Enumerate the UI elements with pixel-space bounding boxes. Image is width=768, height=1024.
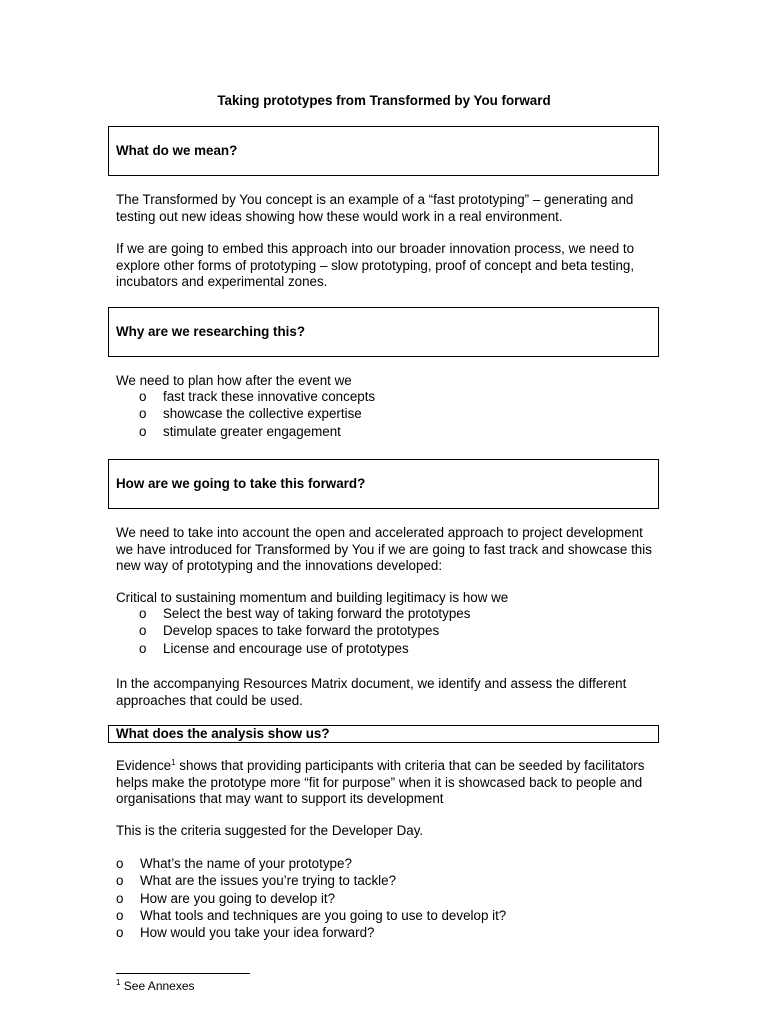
list-item-text: Select the best way of taking forward the prototypes: [163, 606, 471, 621]
paragraph: The Transformed by You concept is an example of a “fast prototyping” – generating and testing out new ideas showing how these would work in a real environment.: [116, 192, 634, 224]
bullet-marker: o: [139, 623, 147, 639]
paragraph: We need to plan how after the event we: [116, 373, 352, 388]
paragraph: In the accompanying Resources Matrix document, we identify and assess the different approaches that could be used.: [116, 676, 627, 708]
section-heading-how-forward: [108, 459, 659, 509]
footnote-text: See Annexes: [120, 979, 195, 993]
bullet-marker: o: [139, 606, 147, 621]
evidence-word: Evidence: [116, 758, 172, 773]
list-item-text: Develop spaces to take forward the prototypes: [163, 623, 440, 639]
list-item-text: What’s the name of your prototype?: [140, 856, 352, 871]
paragraph: We need to take into account the open and accelerated approach to project development we have introduced for Transformed by You if we are going to fast track and showcase this new way of prototyping and the innovations developed:: [116, 525, 652, 574]
bullet-marker: o: [116, 890, 124, 906]
section-heading-what-we-mean: [108, 126, 659, 176]
paragraph: If we are going to embed this approach into our broader innovation process, we need to explore other forms of prototyping – slow prototyping, proof of concept and beta testing, incubators and experimental zones.: [116, 241, 635, 290]
bullet-marker: o: [116, 925, 124, 941]
footnote-number: 1: [116, 978, 121, 987]
list-item-text: What are the issues you’re trying to tackle?: [140, 873, 397, 889]
bullet-marker: o: [139, 406, 147, 422]
page-title: Taking prototypes from Transformed by You forward: [217, 93, 551, 108]
list-item-text: showcase the collective expertise: [163, 406, 362, 422]
bullet-marker: o: [116, 873, 124, 889]
paragraph: This is the criteria suggested for the Developer Day.: [116, 823, 424, 838]
section-heading-analysis: [108, 725, 659, 743]
footnote-separator: [116, 973, 250, 974]
evidence-paragraph: [116, 758, 656, 808]
section-heading-why-researching: [108, 307, 659, 357]
list-item-text: What tools and techniques are you going to use to develop it?: [140, 907, 507, 923]
footnote-reference: 1: [171, 758, 176, 767]
list-item-text: How are you going to develop it?: [140, 890, 336, 906]
bullet-marker: o: [139, 423, 147, 439]
bullet-marker: o: [116, 856, 124, 871]
list-item-text: fast track these innovative concepts: [163, 389, 376, 404]
section-heading-text: Why are we researching this?: [116, 323, 306, 339]
bullet-marker: o: [116, 907, 124, 923]
bullet-marker: o: [139, 389, 147, 404]
evidence-text: shows that providing participants with criteria that can be seeded by facilitators helps make the prototype more “fit for purpose” when it is showcased back to people and organisations that may want to support its development: [116, 758, 645, 807]
paragraph: Critical to sustaining momentum and building legitimacy is how we: [116, 590, 509, 605]
footnote: [116, 978, 195, 995]
section-heading-text: What do we mean?: [116, 142, 238, 158]
list-item-text: stimulate greater engagement: [163, 423, 341, 439]
list-item-text: How would you take your idea forward?: [140, 925, 375, 941]
section-heading-text: How are we going to take this forward?: [116, 475, 366, 491]
list-item-text: License and encourage use of prototypes: [163, 640, 409, 656]
bullet-marker: o: [139, 640, 147, 656]
section-heading-text: What does the analysis show us?: [116, 725, 330, 741]
